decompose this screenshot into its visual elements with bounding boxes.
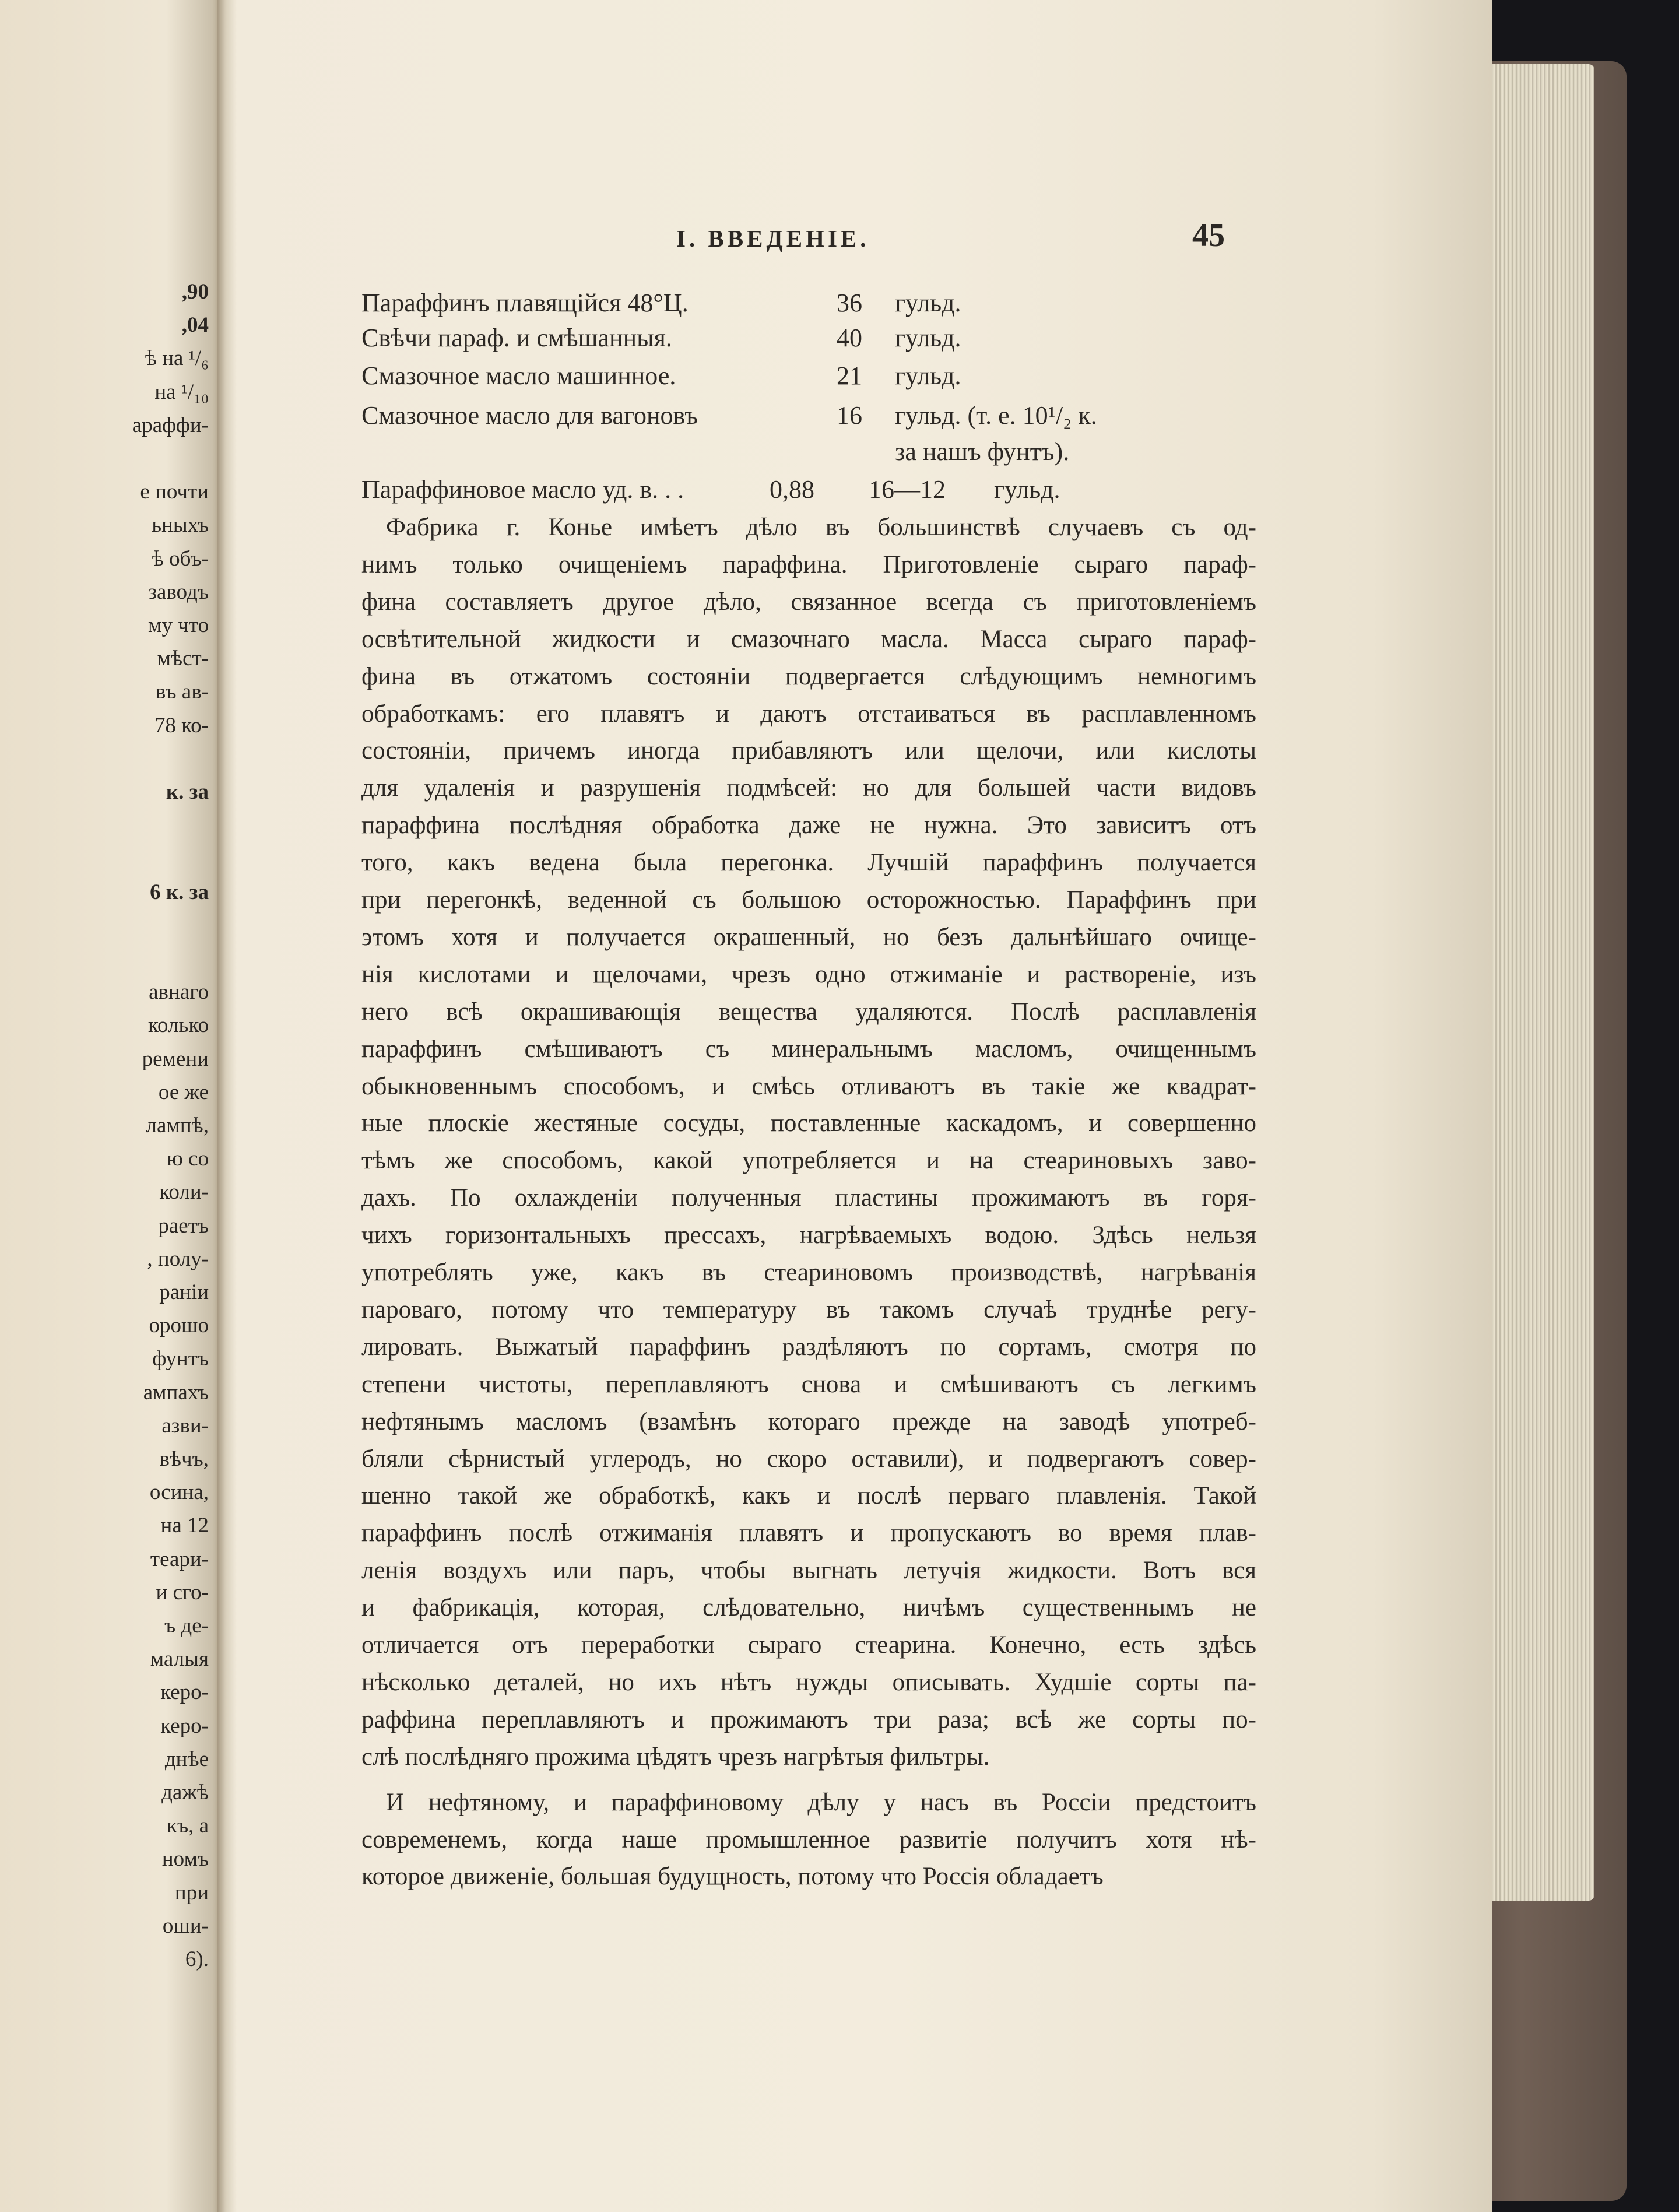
left-page-fragment: на ¹/₁₀	[154, 380, 209, 404]
left-page-fragment: лампѣ,	[146, 1114, 209, 1137]
left-page-fragment: на 12	[160, 1514, 209, 1538]
left-page-fragment: му что	[148, 613, 209, 637]
left-page-fragment: ю со	[167, 1147, 209, 1171]
page-number: 45	[1192, 217, 1225, 254]
price-unit: за нашъ фунтъ).	[895, 437, 1070, 466]
body-text-line: ные плоскiе жестяные сосуды, поставленные каскадомъ, и совершенно	[361, 1109, 1256, 1137]
price-value: 16—12	[869, 475, 946, 504]
left-page-fragment: днѣе	[164, 1747, 209, 1771]
left-page-fragment: авнаго	[149, 980, 209, 1005]
body-text-line: слѣ послѣдняго прожима цѣдятъ чрезъ нагрѣтыя фильтры.	[361, 1743, 990, 1771]
body-text-line: нефтянымъ масломъ (взамѣнъ котораго прежде на заводѣ употреб-	[361, 1407, 1256, 1435]
left-page-edge	[0, 0, 222, 2212]
left-page-fragment: 6 к. за	[150, 880, 209, 904]
body-text-line: обработкамъ: его плавятъ и даютъ отстаиваться въ расплавленномъ	[361, 700, 1256, 728]
left-page-fragment: къ, а	[166, 1814, 209, 1838]
left-page-fragment: орошо	[149, 1314, 209, 1338]
body-text-line: отличается отъ переработки сыраго стеарина. Конечно, есть здѣсь	[361, 1631, 1256, 1659]
left-page-fragment: к. за	[166, 780, 209, 804]
body-text-line: параффинъ послѣ отжиманiя плавятъ и пропускаютъ во время плав-	[361, 1519, 1256, 1547]
body-text-line: раффина переплавляютъ и прожимаютъ три раза; всѣ же сорты по-	[361, 1705, 1256, 1733]
left-page-fragment: ,90	[181, 280, 209, 304]
price-spec: 0,88	[770, 475, 814, 504]
body-text-line: чихъ горизонтальныхъ прессахъ, нагрѣваемыхъ водою. Здѣсь нельзя	[361, 1221, 1256, 1249]
price-unit: гульд.	[895, 289, 961, 317]
left-page-fragment: араффи-	[132, 413, 209, 437]
left-page-fragment: при	[174, 1880, 209, 1905]
left-page-fragment: раетъ	[158, 1213, 209, 1238]
price-value: 36	[837, 289, 862, 317]
left-page-fragment: , полу-	[147, 1247, 209, 1271]
left-page-fragment: въ ав-	[155, 680, 209, 704]
left-page-fragment: и сго-	[156, 1580, 209, 1604]
price-item: Смазочное масло машинное.	[361, 361, 676, 390]
left-page-fragment: е почти	[140, 480, 209, 504]
body-text-line: параффина послѣдняя обработка даже не нужна. Это зависитъ отъ	[361, 812, 1256, 840]
left-page-fragment: ранiи	[159, 1280, 209, 1304]
body-text-line: Фабрика г. Конье имѣетъ дѣло въ большинствѣ случаевъ съ од-	[386, 514, 1256, 541]
body-text-line: лировать. Выжатый параффинъ раздѣляютъ по сортамъ, смотря по	[361, 1333, 1256, 1361]
left-page-fragment: ъ де-	[164, 1614, 209, 1638]
body-text-line: употреблять уже, какъ въ стеариновомъ производствѣ, нагрѣванiя	[361, 1259, 1256, 1286]
running-header: I. ВВЕДЕНIЕ.	[676, 225, 870, 252]
left-page-fragment: ьныхъ	[152, 513, 209, 538]
left-page-fragment: фунтъ	[152, 1347, 209, 1371]
body-text-line: степени чистоты, переплавляютъ снова и смѣшиваютъ съ легкимъ	[361, 1370, 1256, 1398]
body-text-line: освѣтительной жидкости и смазочнаго масла. Масса сыраго параф-	[361, 625, 1256, 653]
body-text-line: обыкновеннымъ способомъ, и смѣсь отливаютъ въ такiе же квадрат-	[361, 1072, 1256, 1100]
left-page-fragment: ое же	[158, 1080, 209, 1104]
left-page-fragment: заводъ	[148, 580, 209, 604]
left-page-fragment: ремени	[142, 1047, 209, 1071]
price-item: Смазочное масло для вагоновъ	[361, 401, 698, 430]
left-page-fragment: малыя	[150, 1647, 209, 1672]
left-page-fragment: теари-	[150, 1547, 209, 1571]
left-page-fragment: осина,	[149, 1480, 209, 1505]
price-value: 21	[837, 361, 862, 390]
body-text-line: нiя кислотами и щелочами, чрезъ одно отжиманiе и растворенiе, изъ	[361, 960, 1256, 988]
body-text-line: И нефтяному, и параффиновому дѣлу у насъ въ Россiи предстоитъ	[386, 1788, 1256, 1816]
left-page-fragment: оши-	[162, 1913, 209, 1938]
body-text-line: того, какъ ведена была перегонка. Лучшiй параффинъ получается	[361, 849, 1256, 877]
body-text-line: параффинъ смѣшиваютъ съ минеральнымъ масломъ, очищеннымъ	[361, 1035, 1256, 1063]
price-item: Свѣчи параф. и смѣшанныя.	[361, 324, 672, 352]
left-page-fragment: 78 ко-	[154, 713, 209, 738]
price-value: 40	[837, 324, 862, 352]
left-page-fragment: 6).	[185, 1947, 209, 1971]
body-text-line: нѣсколько деталей, но ихъ нѣтъ нужды описывать. Худшiе сорты па-	[361, 1668, 1256, 1696]
price-unit: гульд.	[895, 324, 961, 352]
left-page-fragment: вѣчъ,	[159, 1447, 209, 1471]
left-page-fragment: номъ	[161, 1847, 209, 1872]
left-page-fragment: дажѣ	[161, 1781, 209, 1804]
body-text-line: этомъ хотя и получается окрашенный, но безъ дальнѣйшаго очище-	[361, 923, 1256, 951]
body-text-line: пароваго, потому что температуру въ такомъ случаѣ труднѣе регу-	[361, 1295, 1256, 1323]
price-item: Параффиновое масло уд. в. . .	[361, 475, 684, 504]
body-text-line: шенно такой же обработкѣ, какъ и послѣ перваго плавленiя. Такой	[361, 1482, 1256, 1510]
body-text-line: бляли сѣрнистый углеродъ, но скоро оставили), и подвергаютъ совер-	[361, 1445, 1256, 1473]
body-text-line: которое движенiе, большая будущность, потому что Россiя обладаетъ	[361, 1863, 1104, 1891]
left-page-fragment: колько	[147, 1013, 209, 1038]
book-gutter	[217, 0, 237, 2212]
left-page-fragment: ,04	[181, 313, 209, 338]
body-text-line: тѣмъ же способомъ, какой употребляется и на стеариновыхъ заво-	[361, 1147, 1256, 1175]
body-text-line: нимъ только очищенiемъ параффина. Приготовленiе сыраго параф-	[361, 550, 1256, 578]
price-item: Параффинъ плавящiйся 48°Ц.	[361, 289, 689, 317]
body-text-line: и фабрикацiя, которая, слѣдовательно, ничѣмъ существеннымъ не	[361, 1594, 1256, 1622]
left-page-fragment: коли-	[159, 1180, 209, 1205]
left-page-fragment: ампахъ	[143, 1380, 209, 1405]
body-text-line: состоянiи, причемъ иногда прибавляютъ или щелочи, или кислоты	[361, 737, 1256, 765]
body-text-line: дахъ. По охлажденiи полученныя пластины прожимаютъ въ горя-	[361, 1184, 1256, 1212]
body-text-line: фина составляетъ другое дѣло, связанное всегда съ приготовленiемъ	[361, 588, 1256, 616]
body-text-line: фина въ отжатомъ состоянiи подвергается слѣдующимъ немногимъ	[361, 662, 1256, 690]
price-unit: гульд.	[994, 475, 1060, 504]
body-text-line: ленiя воздухъ или паръ, чтобы выгнать летучiя жидкости. Вотъ вся	[361, 1557, 1256, 1585]
body-text-line: при перегонкѣ, веденной съ большою осторожностью. Параффинъ при	[361, 886, 1256, 914]
left-page-fragment: ѣ на ¹/₆	[145, 346, 209, 371]
price-value: 16	[837, 401, 862, 430]
price-unit: гульд. (т. е. 10¹/₂ к.	[895, 401, 1097, 430]
left-page-fragment: азви-	[161, 1413, 209, 1438]
left-page-fragment: керо-	[160, 1714, 209, 1738]
body-text-line: для удаленiя и разрушенiя подмѣсей: но для большей части видовъ	[361, 774, 1256, 802]
body-text-line: современемъ, когда наше промышленное развитiе получитъ хотя нѣ-	[361, 1825, 1256, 1853]
left-page-fragment: мѣст-	[157, 647, 209, 671]
body-text-line: него всѣ окрашивающiя вещества удаляются. Послѣ расплавленiя	[361, 998, 1256, 1026]
left-page-fragment: ѣ объ-	[152, 546, 209, 571]
price-unit: гульд.	[895, 361, 961, 390]
left-page-fragment: керо-	[160, 1680, 209, 1705]
